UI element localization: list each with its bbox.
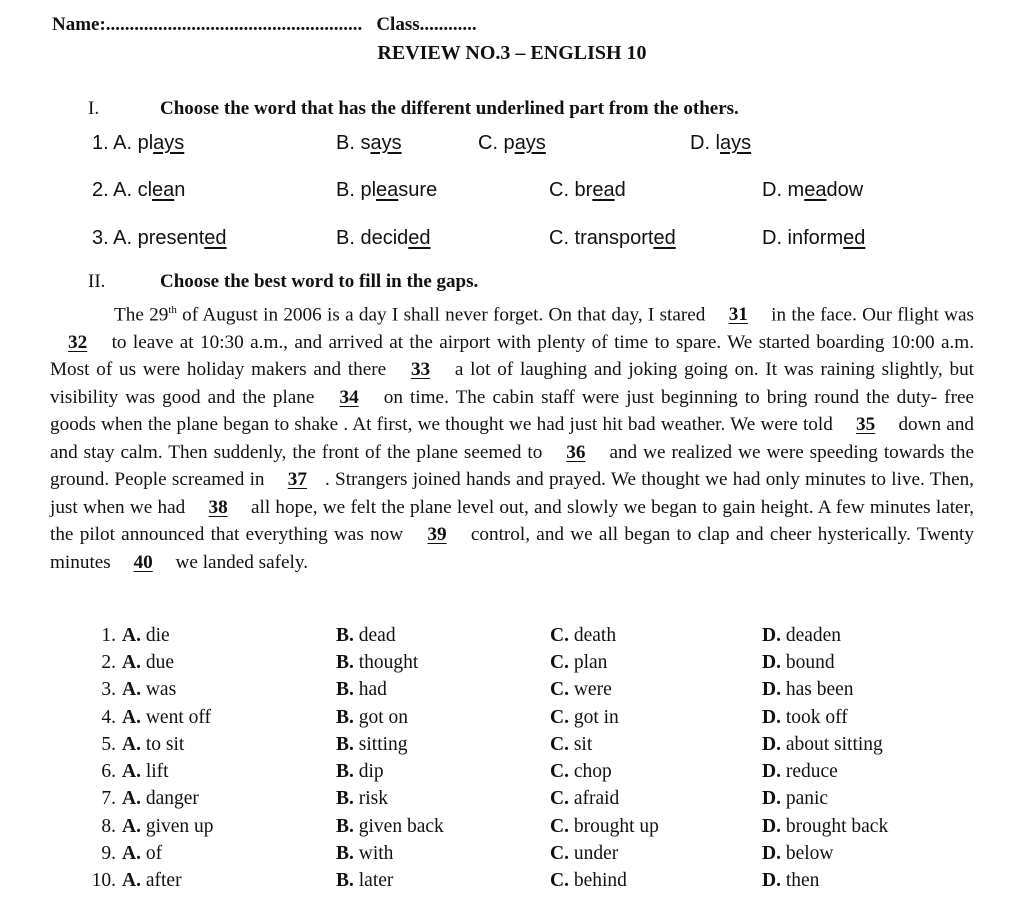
section-2-heading: Choose the best word to fill in the gaps. xyxy=(160,271,479,292)
question-row xyxy=(0,179,1024,213)
gap-38: 38 xyxy=(208,496,228,518)
option-d: D. lays xyxy=(690,132,752,154)
option-a: 1. A. plays xyxy=(92,132,185,154)
answer-row: 8. A. given up B. given back C. brought up D. brought back xyxy=(101,816,889,837)
gap-34: 34 xyxy=(339,386,359,408)
answer-row: 6. A. lift B. dip C. chop D. reduce xyxy=(101,761,838,782)
name-label: Name:...................................................... xyxy=(52,14,363,35)
answer-row: 1. A. die B. dead C. death D. deaden xyxy=(101,625,842,646)
answer-row: 7. A. danger B. risk C. afraid D. panic xyxy=(101,788,829,809)
answer-row: 10. A. after B. later C. behind D. then xyxy=(91,870,820,891)
section-1-number: I. xyxy=(88,98,100,119)
option-b: B. pleasure xyxy=(336,179,438,201)
option-a: 2. A. clean xyxy=(92,179,186,201)
option-d: D. informed xyxy=(762,227,866,249)
gap-40: 40 xyxy=(133,551,153,573)
gap-35: 35 xyxy=(856,414,876,436)
answer-row: 9. A. of B. with C. under D. below xyxy=(101,843,834,864)
option-b: B. decided xyxy=(336,227,431,249)
option-a: 3. A. presented xyxy=(92,227,227,249)
answer-row: 4. A. went off B. got on C. got in D. took off xyxy=(101,707,848,728)
answer-row: 5. A. to sit B. sitting C. sit D. about sitting xyxy=(101,734,883,755)
gap-39: 39 xyxy=(427,524,447,546)
document-title: REVIEW NO.3 – ENGLISH 10 xyxy=(377,42,647,64)
section-1-heading: Choose the word that has the different underlined part from the others. xyxy=(160,98,739,119)
gap-32: 32 xyxy=(68,331,88,353)
reading-passage: The 29th of August in 2006 is a day I shall never forget. On that day, I stared 31 in the face. Our flight was 32 to leave at 10:30 a.m., and arrived at the airport with plenty of time to spare. We started boarding 10:00 a.m. Most of us were holiday makers and there 33 a lot of laughing and joking going on. It was raining slightly, but visibility was good and the plane 34 on time. The cabin staff were just beginning to bring round the duty- free goods when the plane began to shake . At first, we thought we had just hit bad weather. We were told 35 down and and stay calm. Then suddenly, the front of the plane seemed to 36 and we realized we were speeding towards the ground. People screamed in 37 . Strangers joined hands and prayed. We thought we had only minutes to live. Then, just when we had 38 all hope, we felt the plane level out, and slowly we began to gain height. A few minutes later, the pilot announced that everything was now 39 control, and we all began to clap and cheer hysterically. Twenty minutes 40 we landed safely. xyxy=(50,304,975,573)
option-c: C. pays xyxy=(478,132,546,154)
option-c: C. bread xyxy=(549,179,626,201)
section-2-number: II. xyxy=(88,271,106,292)
class-label: Class............ xyxy=(376,14,477,35)
gap-37: 37 xyxy=(287,469,307,491)
header-line xyxy=(52,14,477,36)
answer-row: 3. A. was B. had C. were D. has been xyxy=(101,679,854,700)
option-b: B. says xyxy=(336,132,402,154)
gap-31: 31 xyxy=(728,304,748,326)
question-row xyxy=(0,227,1024,261)
answer-row: 2. A. due B. thought C. plan D. bound xyxy=(101,652,835,673)
option-c: C. transported xyxy=(549,227,676,249)
gap-36: 36 xyxy=(566,441,586,463)
option-d: D. meadow xyxy=(762,179,864,201)
gap-33: 33 xyxy=(410,359,431,381)
question-row xyxy=(0,132,1024,166)
